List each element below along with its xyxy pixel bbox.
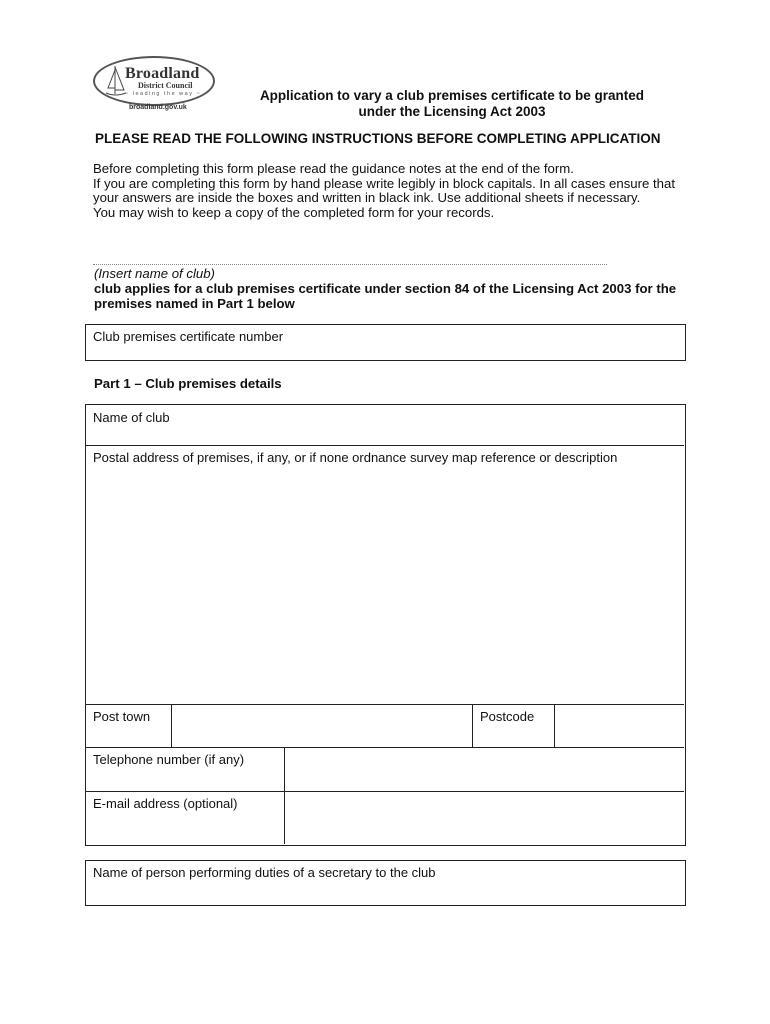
- instruction-1: Before completing this form please read the guidance notes at the end of the form.: [93, 161, 574, 176]
- email-label: E-mail address (optional): [93, 796, 238, 811]
- title-line-2: under the Licensing Act 2003: [358, 103, 546, 119]
- instruction-2: If you are completing this form by hand please write legibly in block capitals. In all cases ensure that your answers are inside the boxes and written in black ink. Use additional sheets if necessary.: [93, 175, 676, 206]
- logo-subname: District Council: [138, 81, 193, 90]
- certificate-number-label: Club premises certificate number: [93, 329, 284, 344]
- column-divider: [171, 704, 172, 747]
- postcode-field[interactable]: [556, 705, 683, 746]
- post-town-label: Post town: [93, 709, 151, 724]
- part1-table: [85, 404, 686, 846]
- postal-address-field[interactable]: [86, 465, 684, 703]
- club-name-line[interactable]: [93, 264, 607, 265]
- logo-url: broadland.gov.uk: [129, 104, 187, 111]
- row-divider: [86, 445, 684, 446]
- post-town-field[interactable]: [173, 705, 471, 746]
- postcode-label: Postcode: [480, 709, 535, 724]
- title-line-1: Application to vary a club premises certificate to be granted: [259, 88, 645, 103]
- club-name-label: Name of club: [93, 410, 170, 425]
- logo-name: Broadland: [125, 65, 200, 82]
- column-divider: [472, 704, 473, 747]
- secretary-name-label: Name of person performing duties of a secretary to the club: [93, 865, 436, 880]
- instructions-heading: PLEASE READ THE FOLLOWING INSTRUCTIONS BEFORE COMPLETING APPLICATION: [95, 131, 661, 146]
- form-title: [240, 88, 664, 119]
- telephone-label: Telephone number (if any): [93, 752, 245, 767]
- club-statement: club applies for a club premises certificate under section 84 of the Licensing Act 2003 for the premises named in Part 1 below: [94, 281, 677, 311]
- part1-heading: Part 1 – Club premises details: [94, 376, 282, 391]
- instructions-text: [93, 162, 688, 220]
- email-field[interactable]: [286, 792, 683, 844]
- sailboat-icon: [105, 64, 127, 98]
- certificate-number-field[interactable]: [85, 324, 686, 361]
- logo-tagline: ~ leading the way ~: [125, 91, 202, 97]
- column-divider: [554, 704, 555, 747]
- council-logo: [93, 56, 215, 114]
- secretary-name-field[interactable]: [85, 860, 686, 906]
- insert-club-note: (Insert name of club): [94, 266, 215, 281]
- club-name-field[interactable]: [86, 405, 684, 445]
- instruction-3: You may wish to keep a copy of the completed form for your records.: [93, 204, 495, 220]
- telephone-field[interactable]: [286, 748, 683, 790]
- postal-address-label: Postal address of premises, if any, or if none ordnance survey map reference or description: [93, 450, 618, 465]
- column-divider: [284, 747, 285, 844]
